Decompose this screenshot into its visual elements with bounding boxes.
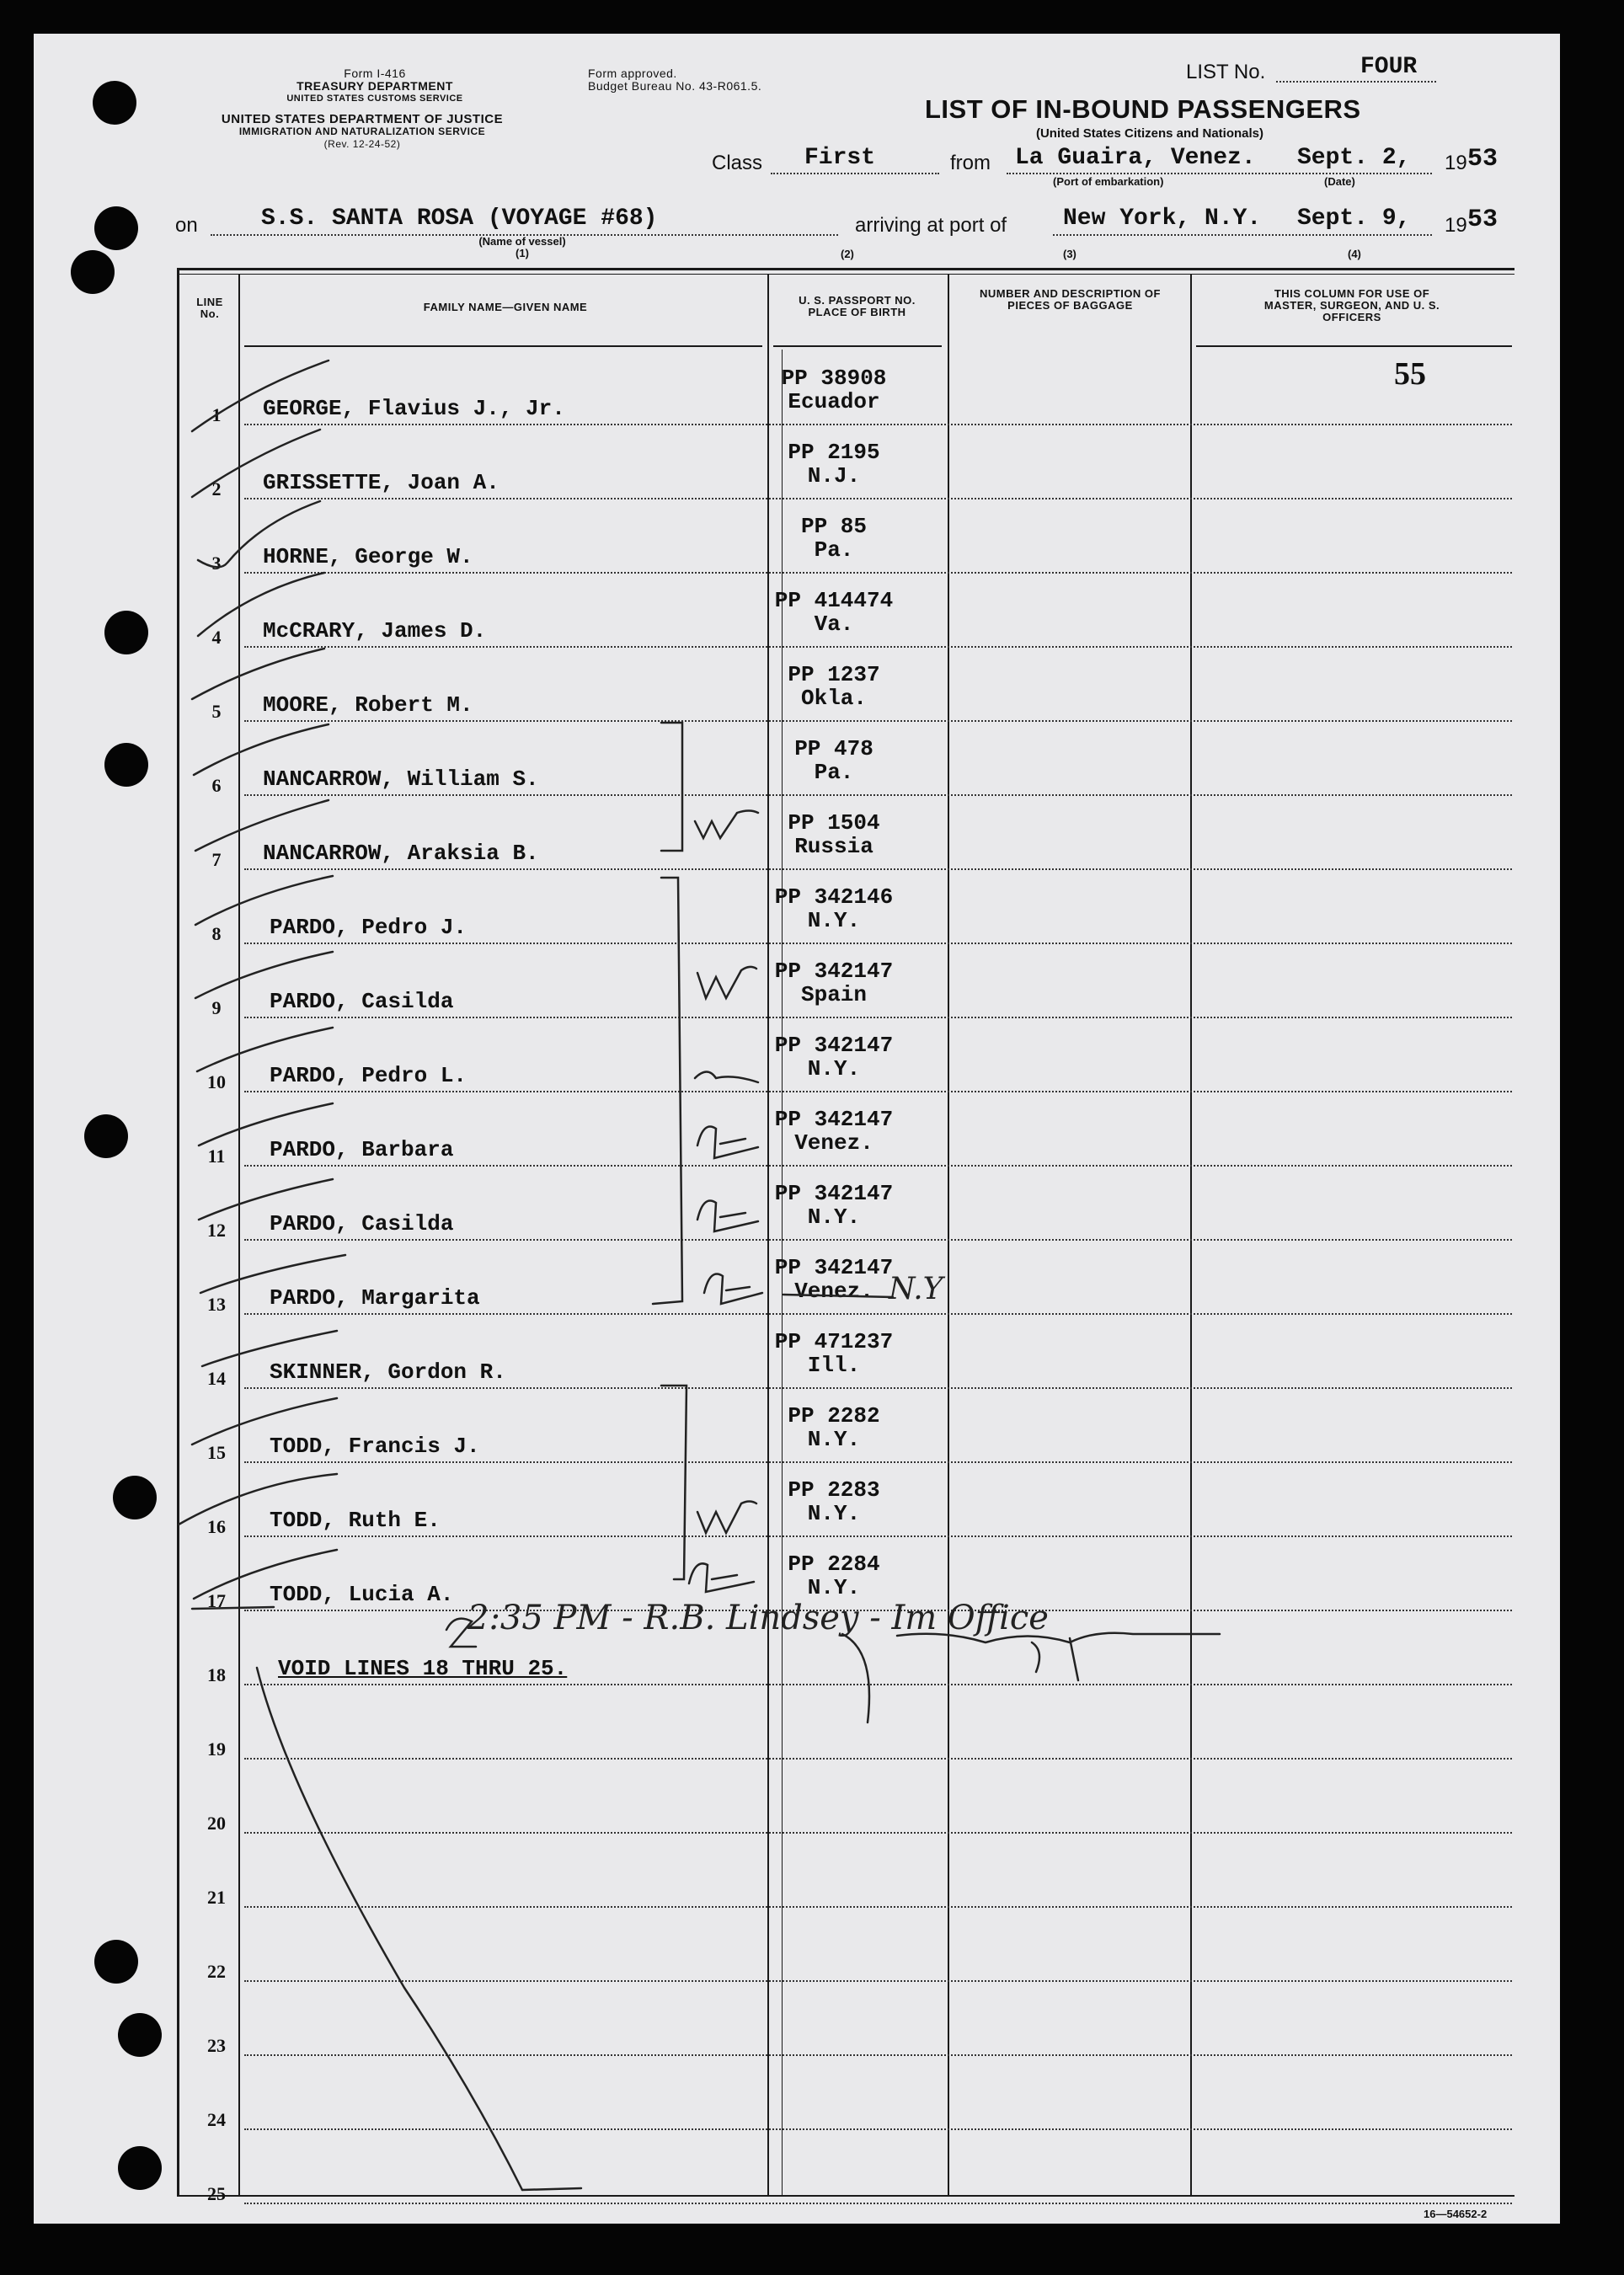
passenger-name: PARDO, Margarita bbox=[270, 1285, 480, 1311]
passenger-name: PARDO, Casilda bbox=[270, 1211, 454, 1236]
passenger-name: NANCARROW, Araksia B. bbox=[263, 841, 539, 866]
embark-port: La Guaira, Venez. bbox=[1015, 145, 1256, 171]
col-header-officers: THIS COLUMN FOR USE OF MASTER, SURGEON, AND U. S. OFFICERS bbox=[1263, 287, 1440, 323]
line-number: 18 bbox=[207, 1664, 226, 1685]
passenger-name: NANCARROW, William S. bbox=[263, 766, 539, 792]
officer-number: 55 bbox=[1394, 356, 1426, 392]
place-of-birth: Va. bbox=[814, 611, 854, 637]
passport-number: PP 342147 bbox=[774, 1033, 894, 1058]
line-number: 2 bbox=[211, 478, 222, 499]
treasury-dept: TREASURY DEPARTMENT bbox=[296, 79, 453, 93]
check-mark bbox=[195, 800, 329, 851]
check-mark bbox=[199, 1103, 333, 1146]
place-of-birth: Pa. bbox=[814, 760, 854, 785]
arrival-date: Sept. 9, bbox=[1297, 206, 1411, 232]
place-of-birth: Venez. bbox=[794, 1279, 873, 1304]
depart-year-suffix: 53 bbox=[1467, 145, 1498, 174]
check-mark bbox=[192, 1607, 274, 1609]
line-number: 23 bbox=[207, 2035, 226, 2056]
relation-mark-dt bbox=[704, 1274, 762, 1305]
date-caption: (Date) bbox=[1324, 175, 1355, 188]
place-of-birth: Ill. bbox=[807, 1353, 861, 1378]
depart-year-prefix: 19 bbox=[1445, 152, 1467, 174]
line-number: 16 bbox=[207, 1516, 226, 1537]
line-number: 4 bbox=[211, 627, 222, 648]
passenger-name: HORNE, George W. bbox=[263, 544, 473, 569]
relation-mark-w bbox=[697, 967, 756, 998]
revision-date: (Rev. 12-24-52) bbox=[323, 138, 401, 150]
passenger-name: SKINNER, Gordon R. bbox=[270, 1359, 506, 1385]
line-number: 10 bbox=[207, 1071, 226, 1092]
check-mark bbox=[198, 573, 324, 636]
passenger-name: MOORE, Robert M. bbox=[263, 692, 473, 718]
passport-number: PP 38908 bbox=[781, 366, 887, 391]
class-value: First bbox=[804, 145, 876, 171]
void-lines-note: VOID LINES 18 THRU 25. bbox=[278, 1656, 568, 1681]
line-number: 21 bbox=[207, 1887, 226, 1908]
list-number-value: FOUR bbox=[1360, 54, 1418, 80]
from-label: from bbox=[950, 152, 991, 174]
line-number: 8 bbox=[211, 923, 222, 944]
line-number: 22 bbox=[207, 1961, 226, 1982]
family-bracket bbox=[661, 723, 682, 851]
passenger-name: GEORGE, Flavius J., Jr. bbox=[263, 396, 565, 421]
vessel-name: S.S. SANTA ROSA (VOYAGE #68) bbox=[261, 206, 658, 232]
place-of-birth: Spain bbox=[800, 982, 867, 1007]
ins-name: IMMIGRATION AND NATURALIZATION SERVICE bbox=[238, 125, 486, 137]
line-number: 5 bbox=[211, 701, 222, 722]
check-mark bbox=[192, 649, 324, 699]
caption-3: (3) bbox=[1063, 248, 1076, 260]
line-number: 3 bbox=[211, 553, 222, 574]
line-number: 7 bbox=[211, 849, 222, 870]
note-stroke bbox=[842, 1634, 869, 1722]
col-header-baggage: NUMBER AND DESCRIPTION OF PIECES OF BAGGAGE bbox=[980, 287, 1161, 312]
passport-number: PP 342147 bbox=[774, 1255, 894, 1280]
line-number: 24 bbox=[207, 2109, 226, 2130]
form-subtitle: (United States Citizens and Nationals) bbox=[1035, 126, 1264, 141]
customs-service: UNITED STATES CUSTOMS SERVICE bbox=[286, 93, 463, 104]
handwritten-note: 2:35 PM - R.B. Lindsey - Im Office bbox=[467, 1599, 1049, 1637]
passport-number: PP 2282 bbox=[788, 1403, 880, 1429]
line-number: 17 bbox=[207, 1590, 226, 1611]
relation-mark-w bbox=[695, 811, 758, 839]
birthplace-correction: N.Y bbox=[889, 1272, 943, 1306]
relation-mark-dt bbox=[697, 1127, 758, 1159]
check-mark bbox=[198, 501, 320, 567]
check-mark bbox=[192, 360, 329, 431]
embark-caption: (Port of embarkation) bbox=[1053, 175, 1164, 188]
place-of-birth: Pa. bbox=[814, 537, 854, 563]
check-mark bbox=[194, 724, 329, 775]
check-mark bbox=[195, 876, 333, 925]
passenger-name: PARDO, Barbara bbox=[270, 1137, 454, 1162]
check-mark bbox=[200, 1255, 345, 1293]
line-number: 19 bbox=[207, 1738, 226, 1760]
passport-number: PP 85 bbox=[800, 514, 867, 539]
place-of-birth: N.Y. bbox=[807, 1575, 861, 1600]
place-of-birth: N.Y. bbox=[807, 1501, 861, 1526]
line-number: 20 bbox=[207, 1813, 226, 1834]
budget-bureau: Budget Bureau No. 43-R061.5. bbox=[588, 79, 762, 93]
passport-number: PP 342147 bbox=[774, 1181, 894, 1206]
passport-number: PP 1237 bbox=[788, 662, 880, 687]
passenger-name: TODD, Lucia A. bbox=[270, 1582, 454, 1607]
depart-date: Sept. 2, bbox=[1297, 145, 1411, 171]
line-number: 6 bbox=[211, 775, 222, 796]
col-header-name: FAMILY NAME—GIVEN NAME bbox=[423, 301, 588, 313]
line-number: 9 bbox=[211, 997, 222, 1018]
place-of-birth: N.Y. bbox=[807, 1204, 861, 1230]
list-number-label: LIST No. bbox=[1186, 61, 1266, 83]
passport-number: PP 2283 bbox=[788, 1477, 880, 1503]
vessel-caption: (Name of vessel) bbox=[478, 235, 566, 248]
form-approved: Form approved. bbox=[588, 67, 677, 80]
place-of-birth: Russia bbox=[794, 834, 873, 859]
relation-mark-son bbox=[695, 1072, 758, 1083]
passenger-name: McCRARY, James D. bbox=[263, 618, 487, 644]
place-of-birth: N.Y. bbox=[807, 1056, 861, 1081]
passport-number: PP 414474 bbox=[774, 588, 894, 613]
line-number: 1 bbox=[211, 404, 222, 425]
passport-number: PP 1504 bbox=[788, 810, 880, 836]
place-of-birth: Okla. bbox=[800, 686, 867, 711]
place-of-birth: N.Y. bbox=[807, 908, 861, 933]
check-mark bbox=[199, 1179, 333, 1220]
check-mark bbox=[202, 1331, 337, 1366]
line-number: 13 bbox=[207, 1294, 226, 1315]
col-header-passport: U. S. PASSPORT NO. PLACE OF BIRTH bbox=[799, 294, 916, 318]
passenger-name: PARDO, Pedro J. bbox=[270, 915, 467, 940]
vessel-caption-number: (1) bbox=[516, 247, 529, 259]
family-bracket bbox=[653, 878, 682, 1304]
doj-name: UNITED STATES DEPARTMENT OF JUSTICE bbox=[221, 112, 504, 126]
passport-number: PP 2195 bbox=[788, 440, 880, 465]
line-number: 25 bbox=[207, 2183, 226, 2204]
check-mark bbox=[192, 1398, 337, 1445]
void-line bbox=[257, 1668, 522, 2190]
family-bracket bbox=[661, 1386, 686, 1579]
arriving-label: arriving at port of bbox=[855, 214, 1007, 237]
form-title: LIST OF IN-BOUND PASSENGERS bbox=[925, 94, 1361, 124]
caption-4: (4) bbox=[1348, 248, 1361, 260]
note-stroke bbox=[1032, 1638, 1078, 1680]
birthplace-strike bbox=[783, 1295, 893, 1297]
place-of-birth: Venez. bbox=[794, 1130, 873, 1156]
arrival-year-suffix: 53 bbox=[1467, 206, 1498, 234]
passenger-name: TODD, Francis J. bbox=[270, 1434, 480, 1459]
relation-mark-dt bbox=[697, 1201, 758, 1232]
relation-mark-w bbox=[697, 1502, 756, 1534]
passenger-name: TODD, Ruth E. bbox=[270, 1508, 441, 1533]
check-mark bbox=[195, 952, 333, 998]
passport-number: PP 342146 bbox=[774, 884, 894, 910]
caption-2: (2) bbox=[841, 248, 854, 260]
on-label: on bbox=[175, 214, 198, 237]
arrival-year-prefix: 19 bbox=[1445, 214, 1467, 237]
passport-number: PP 471237 bbox=[774, 1329, 894, 1354]
line-number: 15 bbox=[207, 1442, 226, 1463]
passenger-name: GRISSETTE, Joan A. bbox=[263, 470, 499, 495]
relation-mark-dt bbox=[689, 1563, 754, 1592]
form-number: Form I-416 bbox=[344, 67, 406, 80]
passport-number: PP 342147 bbox=[774, 959, 894, 984]
col-header-line-no: LINE No. bbox=[196, 296, 223, 320]
footer-code: 16—54652-2 bbox=[1424, 2208, 1488, 2220]
line-number: 11 bbox=[207, 1146, 226, 1167]
passport-number: PP 2284 bbox=[788, 1551, 880, 1577]
place-of-birth: Ecuador bbox=[788, 389, 880, 414]
place-of-birth: N.J. bbox=[807, 463, 861, 489]
check-mark bbox=[197, 1028, 333, 1071]
check-mark bbox=[192, 430, 320, 497]
place-of-birth: N.Y. bbox=[807, 1427, 861, 1452]
line-number: 12 bbox=[207, 1220, 226, 1241]
passenger-name: PARDO, Casilda bbox=[270, 989, 454, 1014]
class-label: Class bbox=[712, 152, 763, 174]
void-line bbox=[522, 2188, 581, 2190]
passport-number: PP 342147 bbox=[774, 1107, 894, 1132]
check-mark bbox=[179, 1474, 337, 1525]
passport-number: PP 478 bbox=[794, 736, 873, 761]
line-number: 14 bbox=[207, 1368, 226, 1389]
passenger-name: PARDO, Pedro L. bbox=[270, 1063, 467, 1088]
arrival-port: New York, N.Y. bbox=[1063, 206, 1262, 232]
check-mark bbox=[194, 1550, 337, 1599]
